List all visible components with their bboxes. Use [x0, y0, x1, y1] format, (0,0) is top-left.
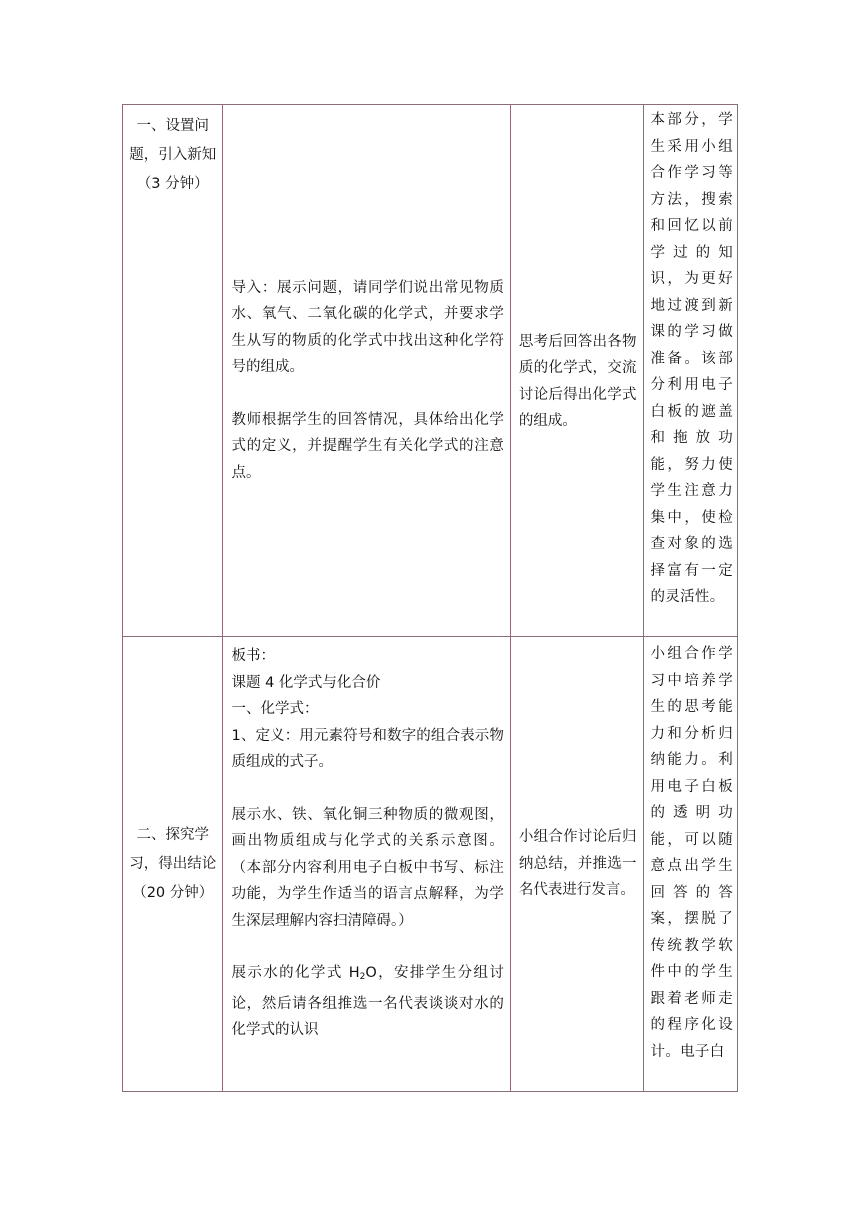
- stage-label: 一、设置问题，引入新知（3 分钟）: [129, 118, 217, 192]
- student-activity-text: 思考后回答出各物质的化学式，交流讨论后得出化学式的组成。: [518, 333, 637, 429]
- design-intent-text: 小组合作学习中培养学生的思考能力和分析归纳能力。利用电子白板的透明功能，可以随意点出学生回答的答案，摆脱了传统教学软件中的学生跟着老师走的程序化设计。电子白: [650, 646, 733, 1060]
- design-intent-cell: [643, 637, 737, 1092]
- teacher-activity-cell: [223, 637, 510, 1092]
- teacher-text: 展示水的化学式 H: [231, 965, 360, 981]
- design-intent-cell: [643, 105, 737, 637]
- teacher-activity-cell: [223, 105, 510, 637]
- student-activity-text: 小组合作讨论后归纳总结，并推选一名代表进行发言。: [518, 829, 637, 899]
- lesson-plan-table: [122, 104, 738, 1092]
- teacher-line: 板书：: [231, 648, 275, 664]
- table-row: [123, 105, 738, 637]
- stage-label: 二、探究学习，得出结论（20 分钟）: [129, 826, 217, 901]
- student-activity-cell: [510, 637, 643, 1092]
- table-row: [123, 637, 738, 1092]
- stage-cell: [123, 637, 223, 1092]
- teacher-text: O，安排学生分组讨论，然后请各组推选一名代表谈谈对水的化学式的认识: [231, 965, 504, 1038]
- teacher-line: 一、化学式：: [231, 701, 319, 717]
- teacher-paragraph: 导入：展示问题，请同学们说出常见物质水、氧气、二氧化碳的化学式，并要求学生从写的物质的化学式中找出这种化学符号的组成。: [231, 279, 504, 376]
- student-activity-cell: [510, 105, 643, 637]
- teacher-line: 1、定义：用元素符号和数字的组合表示物质组成的式子。: [231, 727, 504, 770]
- teacher-paragraph: 展示水、铁、氧化铜三种物质的微观图，画出物质组成与化学式的关系示意图。 （本部分内容利用电子白板中书写、标注功能，为学生作适当的语言点解释，为学生深层理解内容扫清障碍。）: [231, 806, 504, 929]
- subscript-text: 2: [359, 972, 366, 982]
- teacher-paragraph: [231, 960, 503, 1044]
- teacher-paragraph: 教师根据学生的回答情况，具体给出化学式的定义，并提醒学生有关化学式的注意点。: [231, 411, 504, 481]
- stage-cell: [123, 105, 223, 637]
- design-intent-text: 本部分，学生采用小组合作学习等方法，搜索和回忆以前学过的知识，为更好地过渡到新课的学习做准备。该部分利用电子白板的遮盖和拖放功能，努力使学生注意力集中，使检查对象的选择富有一定的灵活性。: [650, 112, 733, 605]
- teacher-line: 课题 4 化学式与化合价: [231, 674, 381, 691]
